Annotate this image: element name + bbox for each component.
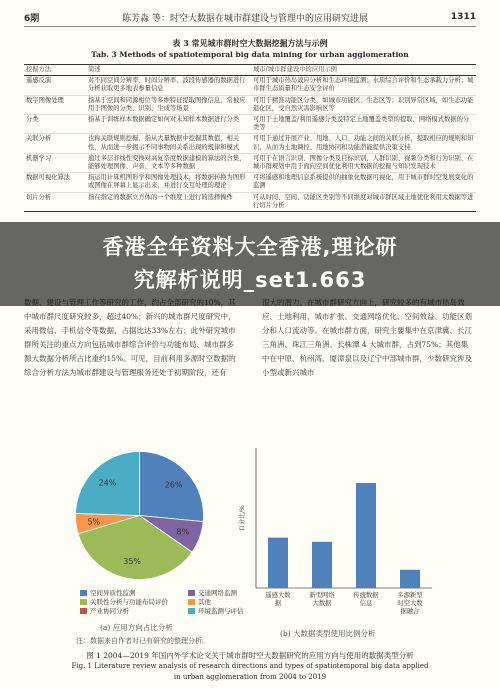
legend-swatch bbox=[188, 599, 195, 605]
bar-category-label: 遥感大数据 bbox=[265, 592, 291, 607]
legend-swatch bbox=[80, 590, 87, 596]
pie-title: (a) 应用方向占比分析 bbox=[100, 623, 173, 632]
y-axis-label: 百分比/% bbox=[239, 505, 246, 531]
issue-number: 6期 bbox=[24, 13, 40, 24]
legend-swatch bbox=[80, 599, 87, 605]
figure-caption-cn: 图 1 2004—2019 年国内外学术论文关于城市群时空大数据研究的应用方向与使用的数据类型分析 bbox=[86, 651, 414, 660]
pie-slice-label: 24% bbox=[98, 478, 117, 488]
figure-caption-en-2: in urban agglomeration from 2004 to 2019 bbox=[173, 673, 327, 681]
table-cell: 指在指定的数据立方体的一个维度上进行的选择操作 bbox=[86, 192, 251, 211]
bar bbox=[268, 538, 288, 588]
table-cell: 数字图像处理 bbox=[24, 95, 86, 114]
legend-item bbox=[80, 607, 188, 616]
table-cell: 可用于在语言识别、图像分类及目标识别、人群识别、视频分类和行为识别、在城市群规划中用于面向空间优化利用大数据的挖掘与知识发现技术 bbox=[251, 153, 476, 172]
legend-label: 环境监测与评估 bbox=[198, 607, 244, 615]
pie-chart bbox=[72, 448, 207, 583]
table-cell: 遥感反演 bbox=[24, 76, 86, 95]
bar-chart-title: (b) 大数据类型使用比例分析 bbox=[280, 629, 376, 638]
table-cell: 指基于训练样本数据确定如何对未知样本数据进行分类 bbox=[86, 115, 251, 134]
table-header-row bbox=[24, 65, 476, 76]
legend-item bbox=[80, 598, 188, 607]
table-cell: 机器学习 bbox=[24, 153, 86, 172]
pie-slice-label: 5% bbox=[87, 517, 101, 527]
legend-label: 关联性分析与功能布局评价 bbox=[90, 598, 168, 606]
running-title: 陈芳淼 等：时空大数据在城市群建设与管理中的应用研究进展 bbox=[122, 13, 369, 24]
legend-label: 空间异质性监测 bbox=[90, 589, 136, 597]
table-cell: 对不同空间分辨率、时间分辨率、波段传感器的数据进行分析获取更多地表参量信息 bbox=[86, 76, 251, 95]
legend-label: 其他 bbox=[198, 598, 211, 606]
table-cell: 指运用计算机图形学和图像处理技术，将数据转换为图形或图像在屏幕上显示出来，并进行交互处理的理论 bbox=[86, 173, 251, 192]
legend-swatch bbox=[80, 608, 87, 614]
bar bbox=[312, 542, 332, 588]
bar-category-label: 传统数据信息 bbox=[353, 592, 379, 607]
table-cell: 可将遥感和地理信息系统提供的抽象化数据可视化，用于城市群时空发展变化的监测 bbox=[251, 173, 476, 192]
column-header: 挖掘方法 bbox=[24, 65, 86, 76]
data-note: 注：数据来自作者对已有研究的整理分析。 bbox=[76, 637, 209, 645]
table-row bbox=[24, 153, 476, 172]
running-header bbox=[24, 8, 476, 27]
banner-line-2: 究解析说明_set1.663 bbox=[133, 268, 367, 292]
legend-item bbox=[80, 589, 188, 598]
legend-label: 产业协同分析 bbox=[90, 607, 129, 615]
table-cell: 也称关联规则挖掘，指从大量数据中挖掘其数值、相关性，从而进一步揭示不同事物间关系出现的规律和模式 bbox=[86, 134, 251, 153]
pie-legend bbox=[80, 589, 260, 616]
table-cell: 通过多层非线性变换对高复杂度数据建模的算法的合集，能够处理图像、声音、文本等多种数据 bbox=[86, 153, 251, 172]
table-caption-cn: 表 3 常见城市群时空大数据挖掘方法与示例 bbox=[172, 38, 328, 48]
bar-category-label: 新型网络大数据 bbox=[309, 592, 335, 607]
legend-swatch bbox=[188, 590, 195, 596]
table-cell: 可用于通过开展产业、用地、人口、功能之间的关联分析，提取相应的规则和知识，从而为土地调控、用地协同和功能潜能提供决策支持 bbox=[251, 134, 476, 153]
body-text-right: 应、土地利用、城市扩张、交通网络优化、空间效益、功能区划分和人口流动等。在城市群方面，研究主要集中在京津冀、长江三角洲、珠江三角洲、长株潭 4 大城市群，占到75%；其他集中在中原、杭州湾、厦漳泉以及辽宁中部城市群，少数研究涉及小型或新兴城市 bbox=[262, 312, 472, 377]
table-cell: 可从时间、空间、功能区类别等不同维度对城市群区域土地优化利用大数据等进行切片分析 bbox=[251, 192, 476, 211]
table-row bbox=[24, 134, 476, 153]
bar bbox=[400, 570, 420, 588]
table-row bbox=[24, 173, 476, 192]
pie-slice-label: 35% bbox=[123, 556, 142, 566]
table-cell: 可用于精准功能区分类，如城市功能区、生态区等；识别异常区域，如生态功能退化区，受自然灾害影响区等 bbox=[251, 95, 476, 114]
table-cell: 分类 bbox=[24, 115, 86, 134]
pie-slice-label: 8% bbox=[176, 527, 190, 537]
banner-line-1: 香港全年资料大全香港,理论研 bbox=[102, 235, 398, 259]
table-cell: 可用于土地覆盖/利用遥感分类及特定土地覆盖类型的提取、网络模式数据的分类等 bbox=[251, 115, 476, 134]
legend-swatch bbox=[188, 608, 195, 614]
pie-slice-label: 26% bbox=[164, 480, 183, 490]
table-cell: 可用于城市热岛效应分析和生态环境监测；水质综合评价和生态承载力分析；城市群生态质量和生态安全评价 bbox=[251, 76, 476, 95]
bar-category-label: 多源新型时空大数据融合 bbox=[397, 592, 423, 615]
table-cell: 指基于空间和同源相位等多维特征提取图像信息，常被应用于图像的分类、识别、生成等场景 bbox=[86, 95, 251, 114]
column-header: 简述 bbox=[86, 65, 251, 76]
bar-chart bbox=[236, 438, 436, 628]
table-cell: 切片分析 bbox=[24, 192, 86, 211]
bar bbox=[356, 483, 376, 588]
table-row bbox=[24, 76, 476, 95]
body-text-left: 中城市群尺度研究较多，超过40%；新兴的城市群尺度研究中，采用微信、手机信令等数据，占据比达33%左右；此外研究城市群所关注的重点方向包括城市群综合评价与功能布局、城市群多源大数据分析所占比重约15%。可见，目前利用多源时空数据的综合分析方法为城市群建设与管理服务还处于初期阶段，还有 bbox=[24, 312, 236, 377]
table-cell: 数据可视化算法 bbox=[24, 173, 86, 192]
table-caption-en: Tab. 3 Methods of spatiotemporal big data mining for urban agglomeration bbox=[91, 50, 409, 59]
column-header: 城市/城市群建设中的应用示例 bbox=[251, 65, 476, 76]
table-row bbox=[24, 115, 476, 134]
figure-caption-en-1: Fig. 1 Literature review analysis of research directions and types of spatiotemporal big data applied bbox=[71, 662, 429, 670]
table-cell: 关联分析 bbox=[24, 134, 86, 153]
legend-label: 交通网络监测 bbox=[198, 589, 237, 597]
page-number: 1311 bbox=[450, 12, 476, 22]
table-row bbox=[24, 95, 476, 114]
overlay-banner bbox=[0, 222, 500, 306]
methods-table bbox=[24, 64, 476, 212]
table-row bbox=[24, 192, 476, 211]
